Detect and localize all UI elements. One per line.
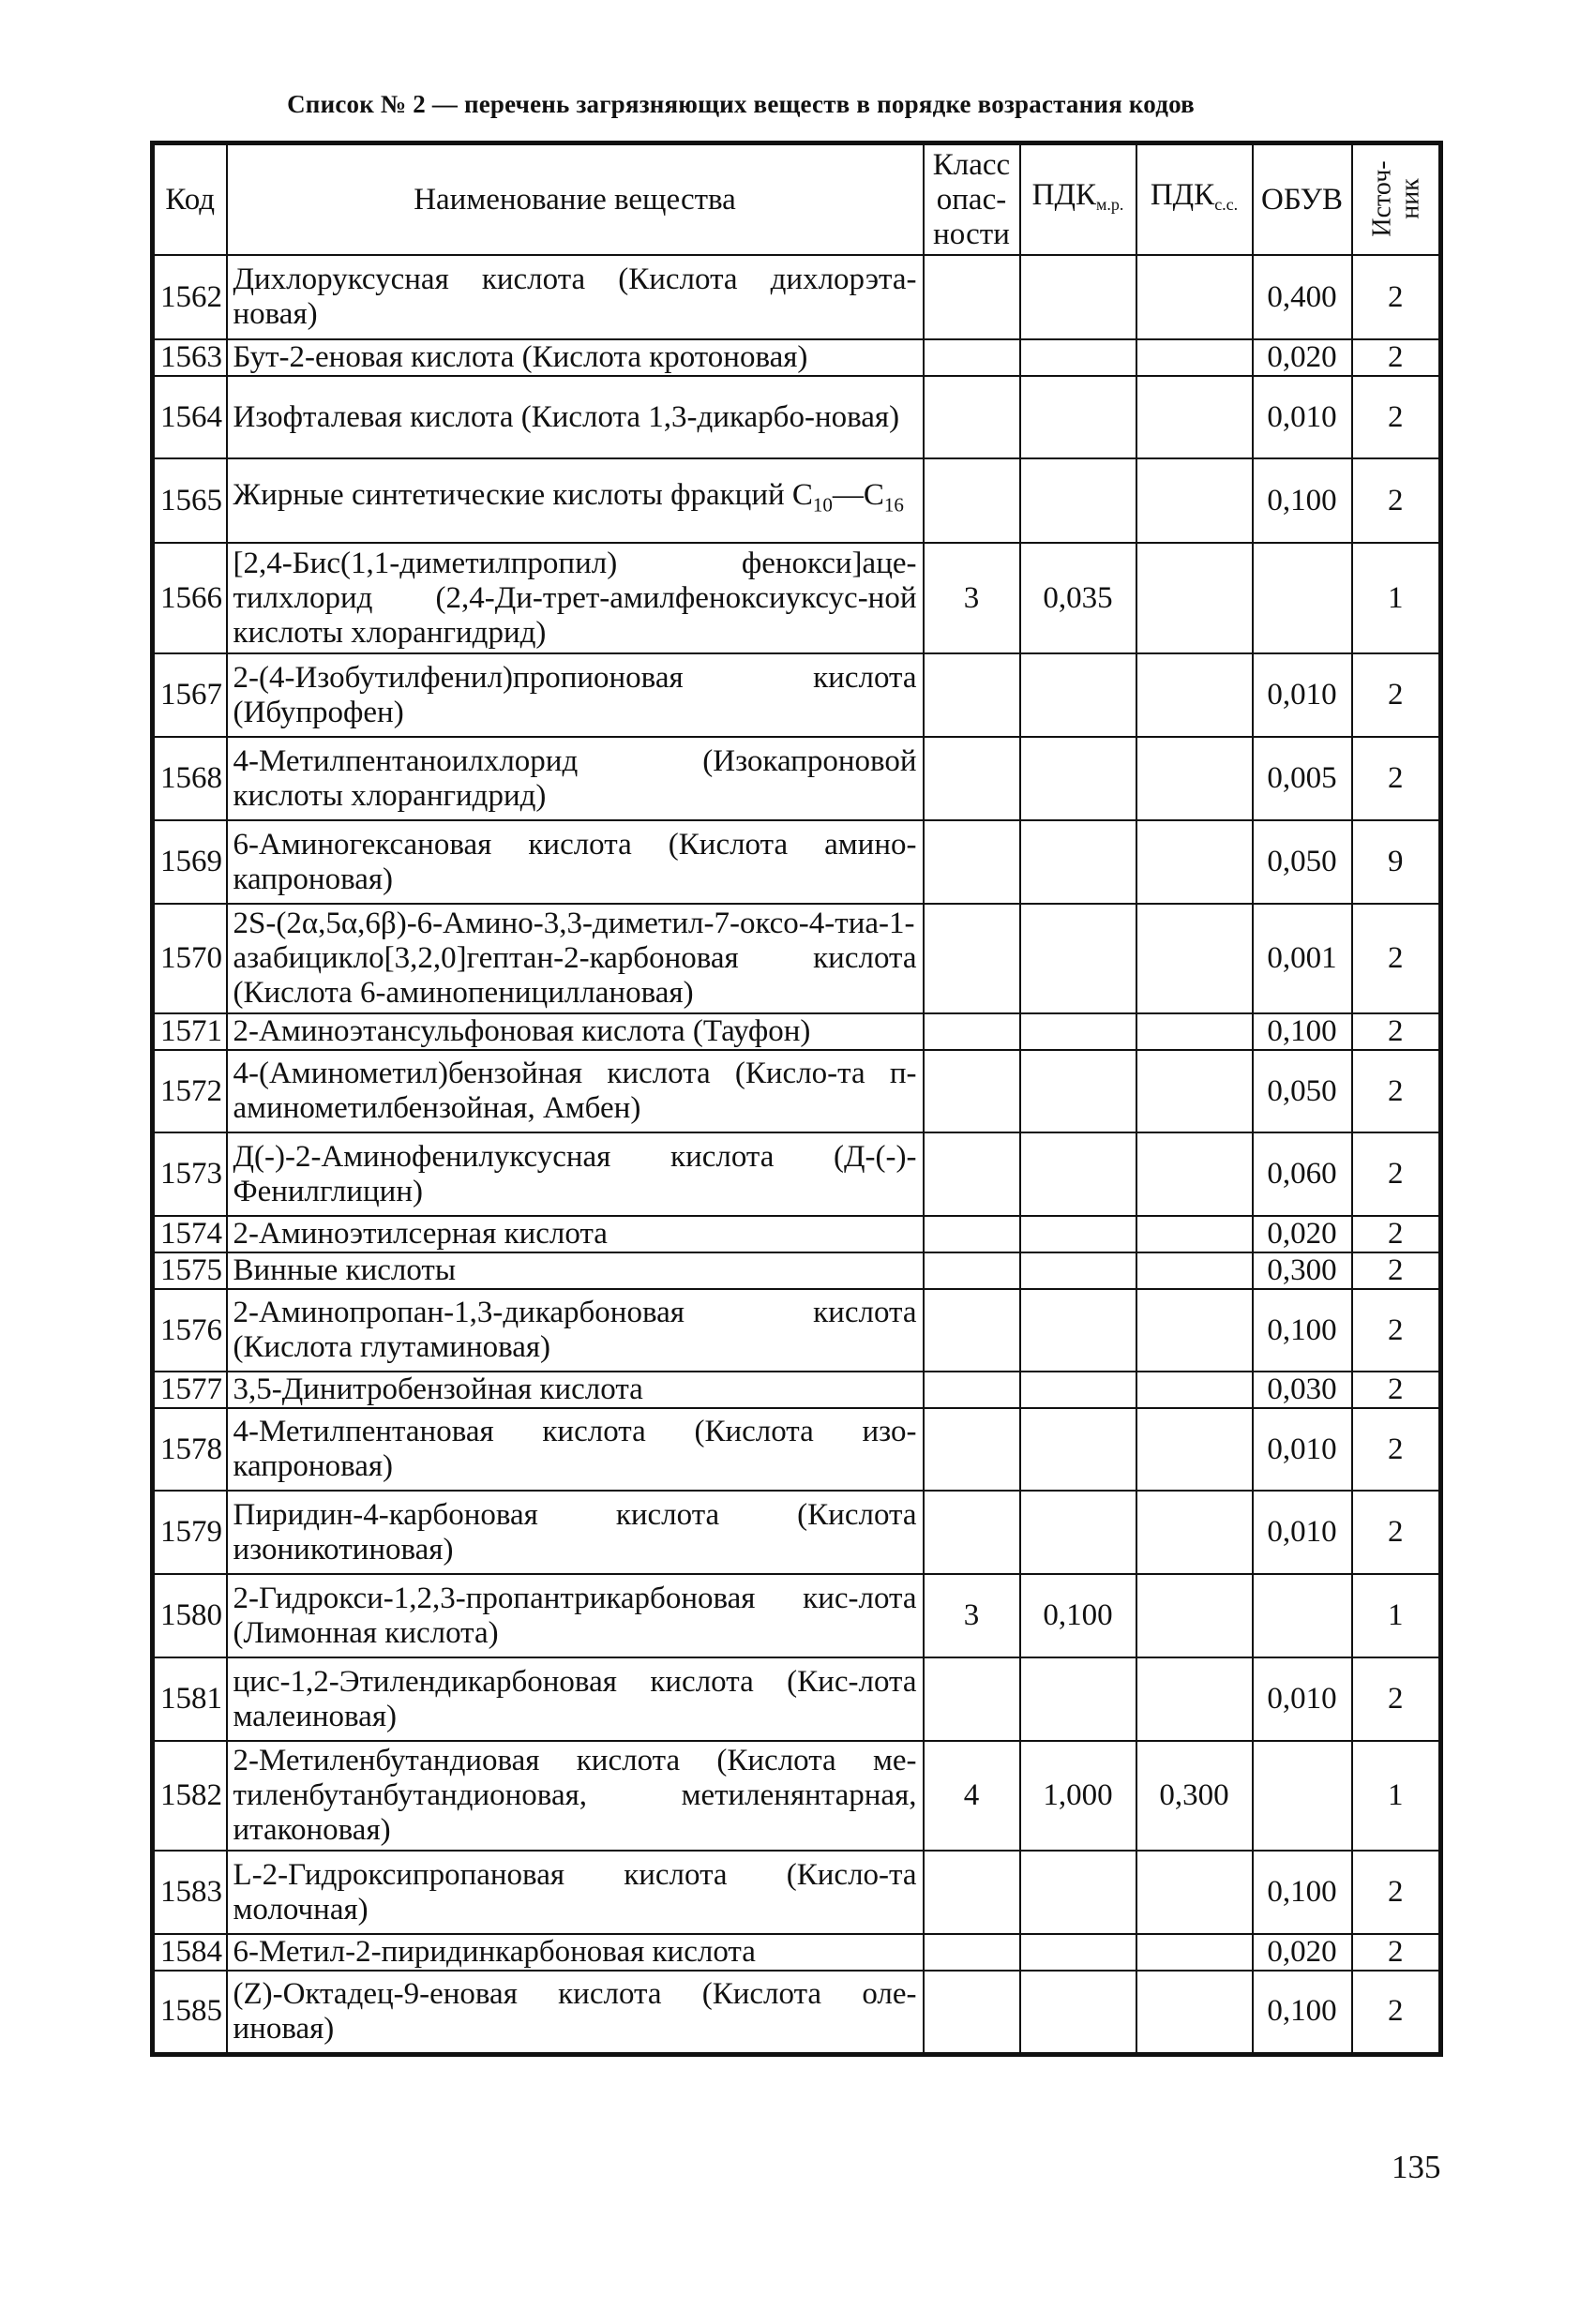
substance-name: 2-Гидрокси-1,2,3-пропантрикарбоновая кис-лота (Лимонная кислота) bbox=[227, 1574, 924, 1657]
hazard-class: 3 bbox=[924, 543, 1020, 653]
obuv-value: 0,030 bbox=[1253, 1372, 1352, 1408]
hazard-class bbox=[924, 1013, 1020, 1050]
table-row bbox=[153, 1741, 1441, 1851]
obuv-value bbox=[1253, 1741, 1352, 1851]
hazard-class: 3 bbox=[924, 1574, 1020, 1657]
substance-code: 1584 bbox=[153, 1934, 227, 1971]
obuv-value: 0,060 bbox=[1253, 1132, 1352, 1216]
header-class-line-1: Класс bbox=[932, 147, 1011, 182]
substance-name: (Z)-Октадец-9-еновая кислота (Кислота оле-иновая) bbox=[227, 1971, 924, 2054]
table-row bbox=[153, 904, 1441, 1013]
hazard-class bbox=[924, 1491, 1020, 1574]
table-row bbox=[153, 1971, 1441, 2054]
pdk-ss-value bbox=[1136, 1491, 1253, 1574]
header-source-line-1: Источ- bbox=[1367, 160, 1397, 237]
substance-name-dash: —С bbox=[832, 478, 884, 513]
source-ref: 2 bbox=[1352, 458, 1441, 543]
substance-code: 1566 bbox=[153, 543, 227, 653]
substance-name: 3,5-Динитробензойная кислота bbox=[227, 1372, 924, 1408]
hazard-class: 4 bbox=[924, 1741, 1020, 1851]
substance-code: 1565 bbox=[153, 458, 227, 543]
hazard-class bbox=[924, 737, 1020, 820]
table-row bbox=[153, 543, 1441, 653]
source-ref: 2 bbox=[1352, 1971, 1441, 2054]
substance-code: 1579 bbox=[153, 1491, 227, 1574]
pdk-mr-value bbox=[1020, 376, 1136, 458]
substance-code: 1573 bbox=[153, 1132, 227, 1216]
substance-code: 1570 bbox=[153, 904, 227, 1013]
substance-code: 1577 bbox=[153, 1372, 227, 1408]
carbon-subscript-to: 16 bbox=[883, 493, 904, 517]
substance-code: 1562 bbox=[153, 255, 227, 339]
pdk-mr-value bbox=[1020, 1252, 1136, 1289]
substance-name: 2-Метиленбутандиовая кислота (Кислота ме-тиленбутанбутандионовая, метиленянтарная, итаконовая) bbox=[227, 1741, 924, 1851]
pdk-mr-value bbox=[1020, 1216, 1136, 1252]
table-row bbox=[153, 255, 1441, 339]
obuv-value: 0,010 bbox=[1253, 1408, 1352, 1491]
substance-code: 1568 bbox=[153, 737, 227, 820]
table-row bbox=[153, 458, 1441, 543]
hazard-class bbox=[924, 653, 1020, 737]
hazard-class bbox=[924, 1971, 1020, 2054]
pdk-ss-value bbox=[1136, 255, 1253, 339]
source-ref: 1 bbox=[1352, 1574, 1441, 1657]
substance-code: 1571 bbox=[153, 1013, 227, 1050]
obuv-value: 0,100 bbox=[1253, 458, 1352, 543]
source-ref: 2 bbox=[1352, 1252, 1441, 1289]
hazard-class bbox=[924, 255, 1020, 339]
hazard-class bbox=[924, 1657, 1020, 1741]
table-row bbox=[153, 1657, 1441, 1741]
header-pdk-ss bbox=[1136, 143, 1253, 256]
substance-code: 1578 bbox=[153, 1408, 227, 1491]
substance-code: 1563 bbox=[153, 339, 227, 376]
obuv-value: 0,010 bbox=[1253, 1657, 1352, 1741]
pollutants-table bbox=[150, 141, 1443, 2057]
substance-code: 1569 bbox=[153, 820, 227, 904]
substance-name: [2,4-Бис(1,1-диметилпропил) фенокси]аце-тилхлорид (2,4-Ди-трет-амилфеноксиуксус-ной кислоты хлорангидрид) bbox=[227, 543, 924, 653]
carbon-subscript-from: 10 bbox=[812, 493, 833, 517]
pdk-mr-value bbox=[1020, 1050, 1136, 1132]
substance-name: 2-Аминопропан-1,3-дикарбоновая кислота (Кислота глутаминовая) bbox=[227, 1289, 924, 1372]
source-ref: 2 bbox=[1352, 737, 1441, 820]
source-ref: 2 bbox=[1352, 255, 1441, 339]
table-row bbox=[153, 1252, 1441, 1289]
substance-code: 1580 bbox=[153, 1574, 227, 1657]
substance-name: 4-(Аминометил)бензойная кислота (Кисло-та п-аминометилбензойная, Амбен) bbox=[227, 1050, 924, 1132]
source-ref: 2 bbox=[1352, 339, 1441, 376]
hazard-class bbox=[924, 904, 1020, 1013]
pdk-mr-value bbox=[1020, 1289, 1136, 1372]
source-ref: 2 bbox=[1352, 1216, 1441, 1252]
substance-name-text: Жирные синтетические кислоты фракций С bbox=[233, 478, 813, 513]
obuv-value: 0,020 bbox=[1253, 1216, 1352, 1252]
obuv-value: 0,010 bbox=[1253, 653, 1352, 737]
header-class-line-3: ности bbox=[933, 217, 1010, 251]
source-ref: 2 bbox=[1352, 376, 1441, 458]
substance-name: Дихлоруксусная кислота (Кислота дихлорэта-новая) bbox=[227, 255, 924, 339]
pdk-mr-value: 1,000 bbox=[1020, 1741, 1136, 1851]
source-ref: 1 bbox=[1352, 543, 1441, 653]
pdk-mr-value bbox=[1020, 1851, 1136, 1934]
header-pdk-mr bbox=[1020, 143, 1136, 256]
hazard-class bbox=[924, 1252, 1020, 1289]
pdk-mr-value: 0,100 bbox=[1020, 1574, 1136, 1657]
pdk-ss-value bbox=[1136, 1013, 1253, 1050]
substance-name: L-2-Гидроксипропановая кислота (Кисло-та молочная) bbox=[227, 1851, 924, 1934]
substance-name: 2-(4-Изобутилфенил)пропионовая кислота (Ибупрофен) bbox=[227, 653, 924, 737]
obuv-value: 0,100 bbox=[1253, 1971, 1352, 2054]
obuv-value: 0,020 bbox=[1253, 1934, 1352, 1971]
substance-code: 1567 bbox=[153, 653, 227, 737]
table-header-row bbox=[153, 143, 1441, 256]
pdk-ss-value bbox=[1136, 1372, 1253, 1408]
source-ref: 2 bbox=[1352, 1851, 1441, 1934]
header-pdk-mr-sub: м.р. bbox=[1095, 194, 1124, 214]
obuv-value: 0,001 bbox=[1253, 904, 1352, 1013]
source-ref: 2 bbox=[1352, 1132, 1441, 1216]
pdk-mr-value bbox=[1020, 1971, 1136, 2054]
pdk-ss-value bbox=[1136, 1252, 1253, 1289]
pdk-ss-value bbox=[1136, 458, 1253, 543]
pdk-ss-value bbox=[1136, 376, 1253, 458]
obuv-value: 0,050 bbox=[1253, 820, 1352, 904]
hazard-class bbox=[924, 1408, 1020, 1491]
table-row bbox=[153, 737, 1441, 820]
source-ref: 2 bbox=[1352, 653, 1441, 737]
source-ref: 2 bbox=[1352, 1050, 1441, 1132]
header-code: Код bbox=[153, 143, 227, 256]
page-number: 135 bbox=[1392, 2149, 1441, 2185]
substance-name: 2S-(2α,5α,6β)-6-Амино-3,3-диметил-7-оксо-4-тиа-1-азабицикло[3,2,0]гептан-2-карбоновая кислота (Кислота 6-аминопенициллановая) bbox=[227, 904, 924, 1013]
substance-name bbox=[227, 458, 924, 543]
obuv-value: 0,100 bbox=[1253, 1013, 1352, 1050]
substance-name: Пиридин-4-карбоновая кислота (Кислота изоникотиновая) bbox=[227, 1491, 924, 1574]
substance-code: 1572 bbox=[153, 1050, 227, 1132]
obuv-value: 0,020 bbox=[1253, 339, 1352, 376]
pdk-mr-value bbox=[1020, 1013, 1136, 1050]
header-obuv: ОБУВ bbox=[1253, 143, 1352, 256]
source-ref: 2 bbox=[1352, 1013, 1441, 1050]
table-row bbox=[153, 1934, 1441, 1971]
table-row bbox=[153, 1132, 1441, 1216]
table-row bbox=[153, 1013, 1441, 1050]
source-ref: 2 bbox=[1352, 1408, 1441, 1491]
substance-name: 2-Аминоэтансульфоновая кислота (Тауфон) bbox=[227, 1013, 924, 1050]
header-class-line-2: опас- bbox=[936, 182, 1007, 217]
substance-name: 2-Аминоэтилсерная кислота bbox=[227, 1216, 924, 1252]
header-name: Наименование вещества bbox=[227, 143, 924, 256]
substance-name: Бут-2-еновая кислота (Кислота кротоновая) bbox=[227, 339, 924, 376]
table-row bbox=[153, 1216, 1441, 1252]
header-pdk-ss-sub: с.с. bbox=[1214, 194, 1239, 214]
substance-name: 6-Аминогексановая кислота (Кислота амино-капроновая) bbox=[227, 820, 924, 904]
substance-name: Д(-)-2-Аминофенилуксусная кислота (Д-(-)-Фенилглицин) bbox=[227, 1132, 924, 1216]
pdk-ss-value bbox=[1136, 1971, 1253, 2054]
pdk-ss-value bbox=[1136, 1934, 1253, 1971]
pdk-mr-value: 0,035 bbox=[1020, 543, 1136, 653]
obuv-value: 0,100 bbox=[1253, 1289, 1352, 1372]
table-row bbox=[153, 1050, 1441, 1132]
pdk-ss-value bbox=[1136, 543, 1253, 653]
pdk-mr-value bbox=[1020, 1657, 1136, 1741]
pdk-mr-value bbox=[1020, 255, 1136, 339]
substance-code: 1575 bbox=[153, 1252, 227, 1289]
pdk-mr-value bbox=[1020, 1408, 1136, 1491]
table-row bbox=[153, 1289, 1441, 1372]
source-ref: 2 bbox=[1352, 1934, 1441, 1971]
source-ref: 2 bbox=[1352, 904, 1441, 1013]
source-ref: 2 bbox=[1352, 1491, 1441, 1574]
source-ref: 9 bbox=[1352, 820, 1441, 904]
substance-name: цис-1,2-Этилендикарбоновая кислота (Кис-лота малеиновая) bbox=[227, 1657, 924, 1741]
pdk-mr-value bbox=[1020, 458, 1136, 543]
pdk-ss-value: 0,300 bbox=[1136, 1741, 1253, 1851]
pdk-ss-value bbox=[1136, 1408, 1253, 1491]
substance-name: 6-Метил-2-пиридинкарбоновая кислота bbox=[227, 1934, 924, 1971]
obuv-value: 0,300 bbox=[1253, 1252, 1352, 1289]
substance-code: 1585 bbox=[153, 1971, 227, 2054]
obuv-value: 0,010 bbox=[1253, 1491, 1352, 1574]
pdk-mr-value bbox=[1020, 1372, 1136, 1408]
header-pdk-ss-base: ПДК bbox=[1150, 177, 1215, 212]
pdk-ss-value bbox=[1136, 653, 1253, 737]
table-row bbox=[153, 1372, 1441, 1408]
substance-code: 1564 bbox=[153, 376, 227, 458]
substance-code: 1583 bbox=[153, 1851, 227, 1934]
hazard-class bbox=[924, 820, 1020, 904]
pdk-ss-value bbox=[1136, 820, 1253, 904]
hazard-class bbox=[924, 1132, 1020, 1216]
hazard-class bbox=[924, 1050, 1020, 1132]
pdk-mr-value bbox=[1020, 1934, 1136, 1971]
pdk-mr-value bbox=[1020, 653, 1136, 737]
obuv-value bbox=[1253, 1574, 1352, 1657]
obuv-value: 0,100 bbox=[1253, 1851, 1352, 1934]
header-pdk-mr-base: ПДК bbox=[1031, 177, 1096, 212]
pdk-mr-value bbox=[1020, 820, 1136, 904]
pdk-ss-value bbox=[1136, 1574, 1253, 1657]
source-ref: 2 bbox=[1352, 1289, 1441, 1372]
hazard-class bbox=[924, 1372, 1020, 1408]
pdk-ss-value bbox=[1136, 1851, 1253, 1934]
source-ref: 1 bbox=[1352, 1741, 1441, 1851]
hazard-class bbox=[924, 376, 1020, 458]
hazard-class bbox=[924, 1934, 1020, 1971]
substance-name: Изофталевая кислота (Кислота 1,3-дикарбо-новая) bbox=[227, 376, 924, 458]
substance-code: 1574 bbox=[153, 1216, 227, 1252]
pdk-ss-value bbox=[1136, 1216, 1253, 1252]
pdk-mr-value bbox=[1020, 1132, 1136, 1216]
pdk-ss-value bbox=[1136, 1289, 1253, 1372]
substance-name: 4-Метилпентановая кислота (Кислота изо-капроновая) bbox=[227, 1408, 924, 1491]
table-row bbox=[153, 339, 1441, 376]
pdk-mr-value bbox=[1020, 1491, 1136, 1574]
substance-name: 4-Метилпентаноилхлорид (Изокапроновой кислоты хлорангидрид) bbox=[227, 737, 924, 820]
table-row bbox=[153, 653, 1441, 737]
pdk-mr-value bbox=[1020, 339, 1136, 376]
source-ref: 2 bbox=[1352, 1372, 1441, 1408]
header-hazard-class bbox=[924, 143, 1020, 256]
source-ref: 2 bbox=[1352, 1657, 1441, 1741]
substance-name: Винные кислоты bbox=[227, 1252, 924, 1289]
substance-code: 1582 bbox=[153, 1741, 227, 1851]
pdk-ss-value bbox=[1136, 904, 1253, 1013]
table-row bbox=[153, 1851, 1441, 1934]
obuv-value: 0,050 bbox=[1253, 1050, 1352, 1132]
page-title: Список № 2 — перечень загрязняющих веществ в порядке возрастания кодов bbox=[287, 90, 1195, 118]
pdk-ss-value bbox=[1136, 1050, 1253, 1132]
hazard-class bbox=[924, 1216, 1020, 1252]
table-row bbox=[153, 1574, 1441, 1657]
pdk-mr-value bbox=[1020, 737, 1136, 820]
table-row bbox=[153, 1491, 1441, 1574]
hazard-class bbox=[924, 1289, 1020, 1372]
obuv-value: 0,010 bbox=[1253, 376, 1352, 458]
pdk-mr-value bbox=[1020, 904, 1136, 1013]
table-row bbox=[153, 1408, 1441, 1491]
table-row bbox=[153, 376, 1441, 458]
hazard-class bbox=[924, 1851, 1020, 1934]
pdk-ss-value bbox=[1136, 1657, 1253, 1741]
hazard-class bbox=[924, 339, 1020, 376]
substance-code: 1581 bbox=[153, 1657, 227, 1741]
table-row bbox=[153, 820, 1441, 904]
pdk-ss-value bbox=[1136, 1132, 1253, 1216]
pdk-ss-value bbox=[1136, 737, 1253, 820]
header-source bbox=[1352, 143, 1441, 256]
obuv-value: 0,400 bbox=[1253, 255, 1352, 339]
obuv-value: 0,005 bbox=[1253, 737, 1352, 820]
header-source-line-2: ник bbox=[1395, 178, 1425, 219]
substance-code: 1576 bbox=[153, 1289, 227, 1372]
pdk-ss-value bbox=[1136, 339, 1253, 376]
hazard-class bbox=[924, 458, 1020, 543]
obuv-value bbox=[1253, 543, 1352, 653]
